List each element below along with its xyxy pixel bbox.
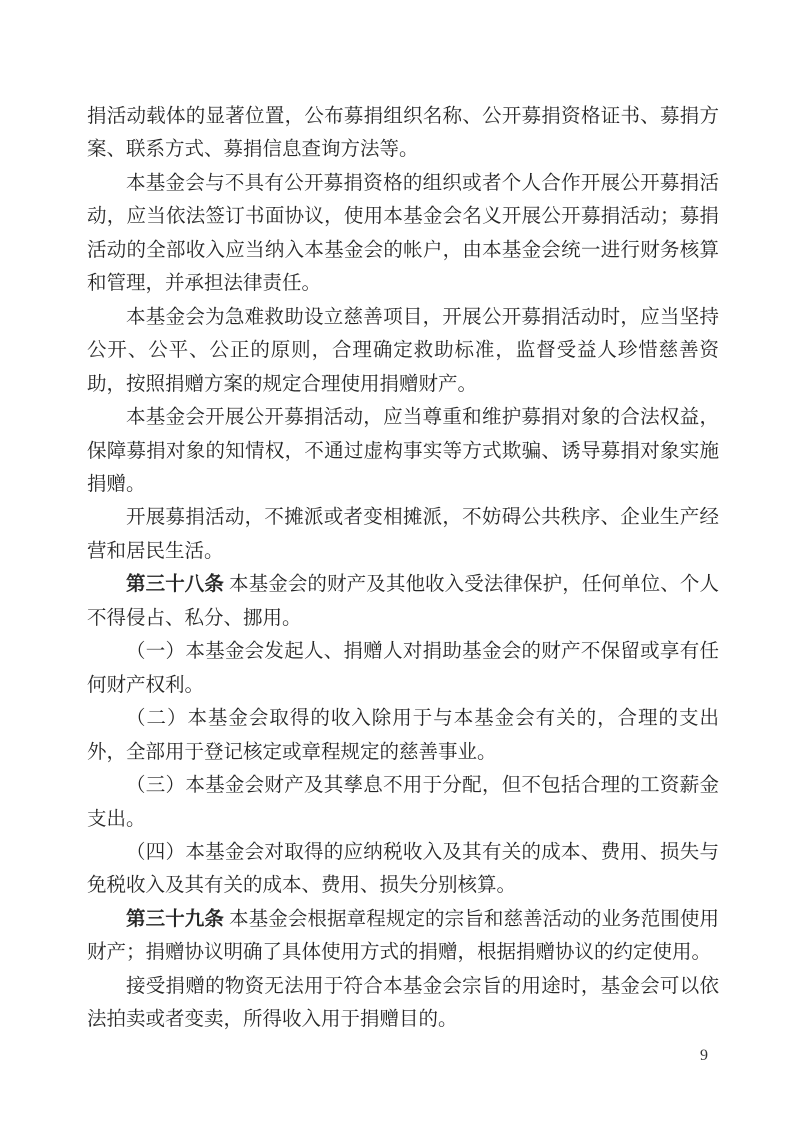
paragraph: 接受捐赠的物资无法用于符合本基金会宗旨的用途时，基金会可以依法拍卖或者变卖，所得收入用于捐赠目的。: [87, 975, 719, 1031]
paragraph: 本基金会为急难救助设立慈善项目，开展公开募捐活动时，应当坚持公开、公平、公正的原则，合理确定救助标准，监督受益人珍惜慈善资助，按照捐赠方案的规定合理使用捐赠财产。: [87, 306, 719, 395]
document-body: [87, 100, 719, 1037]
article-paragraph: 第三十九条 本基金会根据章程规定的宗旨和慈善活动的业务范围使用财产；捐赠协议明确了具体使用方式的捐赠，根据捐赠协议的约定使用。: [87, 908, 719, 964]
article-number: 第三十八条: [126, 574, 225, 596]
paragraph: （四）本基金会对取得的应纳税收入及其有关的成本、费用、损失与免税收入及其有关的成本、费用、损失分别核算。: [87, 841, 719, 897]
paragraph: 本基金会与不具有公开募捐资格的组织或者个人合作开展公开募捐活动，应当依法签订书面协议，使用本基金会名义开展公开募捐活动；募捐活动的全部收入应当纳入本基金会的帐户，由本基金会统一进行财务核算和管理，并承担法律责任。: [87, 172, 719, 295]
page-number: 9: [700, 1047, 708, 1064]
paragraph: （三）本基金会财产及其孳息不用于分配，但不包括合理的工资薪金支出。: [87, 775, 719, 830]
paragraph: （一）本基金会发起人、捐赠人对捐助基金会的财产不保留或享有任何财产权利。: [87, 641, 719, 696]
paragraph: 本基金会开展公开募捐活动，应当尊重和维护募捐对象的合法权益，保障募捐对象的知情权，不通过虚构事实等方式欺骗、诱导募捐对象实施捐赠。: [87, 407, 719, 495]
paragraph: 捐活动载体的显著位置，公布募捐组织名称、公开募捐资格证书、募捐方案、联系方式、募捐信息查询方法等。: [87, 106, 719, 161]
article-paragraph: 第三十八条 本基金会的财产及其他收入受法律保护，任何单位、个人不得侵占、私分、挪用。: [87, 574, 719, 629]
article-number: 第三十九条: [126, 908, 225, 930]
paragraph: 开展募捐活动，不摊派或者变相摊派，不妨碍公共秩序、企业生产经营和居民生活。: [87, 507, 719, 562]
paragraph: （二）本基金会取得的收入除用于与本基金会有关的，合理的支出外，全部用于登记核定或章程规定的慈善事业。: [87, 708, 719, 763]
